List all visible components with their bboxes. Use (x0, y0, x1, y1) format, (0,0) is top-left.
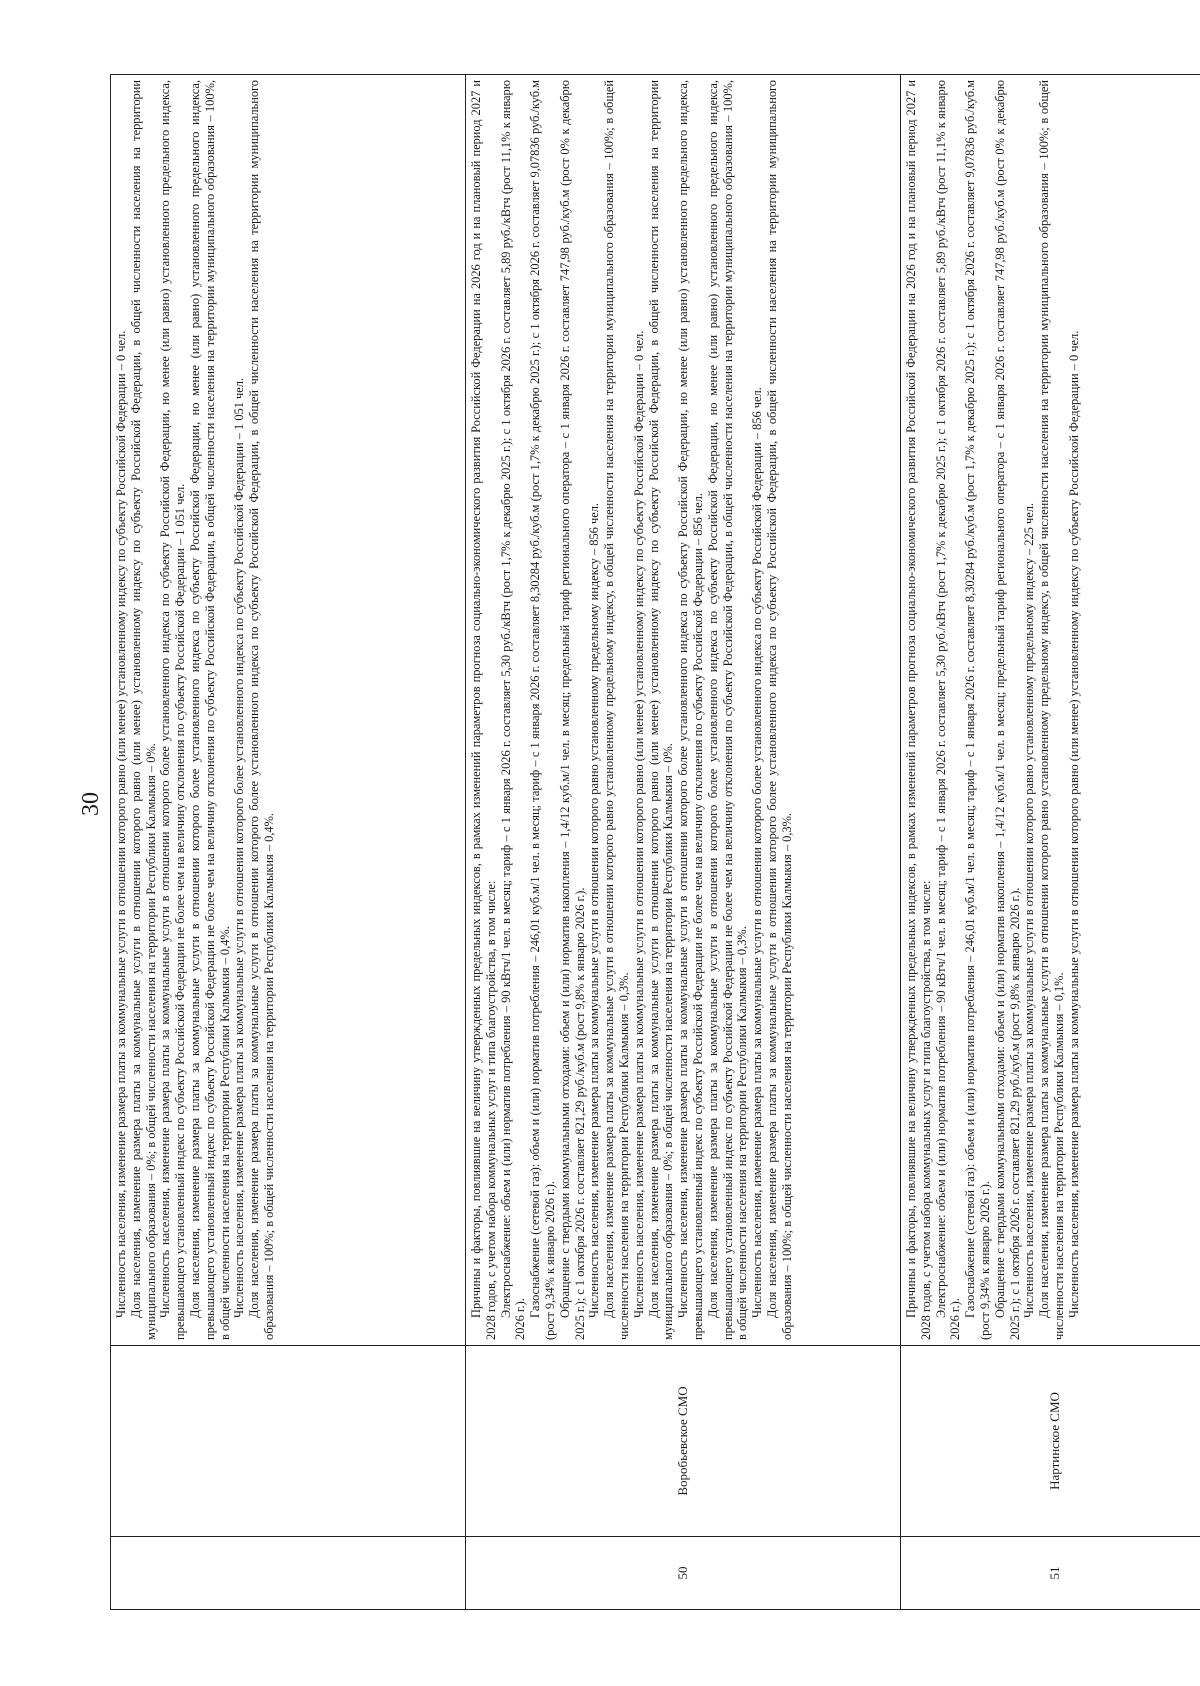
page-number: 30 (78, 792, 104, 816)
paragraph: Доля населения, изменение размера платы за коммунальные услуги в отношении которого равно (или менее) установленному индексу по субъекту Российской Федерации, в общей численности населения на территории муниципального образования – 0%; в общей численности населения на территории Республики Калмыкия – 0%. (128, 80, 158, 1340)
paragraph: Численность населения, изменение размера платы за коммунальные услуги в отношении которого равно установленному предельному индексу – 225 чел. (1022, 503, 1037, 1318)
paragraph: Доля населения, изменение размера платы за коммунальные услуги в отношении которого равно (или менее) установленному индексу по субъекту Российской Федерации, в общей численности населения на территории муниципального образования – 0%; в общей численности населения на территории Республики Калмыкия – 0%. (646, 80, 676, 1340)
paragraph: Численность населения, изменение размера платы за коммунальные услуги в отношении которого более установленного индекса по субъекту Российской Федерации, но менее (или равно) установленного предельного индекса, превышающего установленный индекс по субъекту Российской Федерации не более чем на величину отклонения по субъекту Российской Федерации – 856 чел. (676, 80, 705, 1340)
paragraph: Причины и факторы, повлиявшие на величину утвержденных предельных индексов, в рамках изменений параметров прогноза социально-экономического развития Российской Федерации на 2026 год и на плановый период 2027 и 2028 годов, с учетом набора коммунальных услуг и типа благоустройства, в том числе: (904, 80, 933, 1340)
paragraph: Численность населения, изменение размера платы за коммунальные услуги в отношении которого равно (или менее) установленному индексу по субъекту Российской Федерации – 0 чел. (631, 330, 646, 1318)
row-description (111, 75, 466, 1346)
municipality-name: Воробьевское СМО (466, 1346, 901, 1537)
paragraph: Газоснабжение (сетевой газ): объем и (или) норматив потребления – 246,01 куб.м/1 чел. в месяц; тариф – с 1 января 2026 г. составляет 8,30284 руб./куб.м (рост 1,7% к декабрю 2025 г.); с 1 октября 2026 г. составляет 9,07836 руб./куб.м (рост 9,34% к январю 2026 г.). (963, 80, 992, 1340)
paragraph: Доля населения, изменение размера платы за коммунальные услуги в отношении которого более установленного индекса по субъекту Российской Федерации, в общей численности населения на территории муниципального образования – 100%; в общей численности населения на территории Республики Калмыкия – 0,4%. (247, 80, 276, 1340)
paragraph: Численность населения, изменение размера платы за коммунальные услуги в отношении которого более установленного индекса по субъекту Российской Федерации – 1 051 чел. (232, 377, 247, 1318)
paragraph: Численность населения, изменение размера платы за коммунальные услуги в отношении которого равно установленному предельному индексу – 856 чел. (587, 503, 602, 1318)
row-number (111, 1537, 466, 1610)
paragraph: Доля населения, изменение размера платы за коммунальные услуги в отношении которого более установленного индекса по субъекту Российской Федерации, но менее (или равно) установленного предельного индекса, превышающего установленный индекс по субъекту Российской Федерации не более чем на величину отклонения по субъекту Российской Федерации, в общей численности населения на территории муниципального образования – 100%, в общей численности населения на территории Республики Калмыкия – 0,4%. (187, 80, 232, 1340)
municipality-name (111, 1346, 466, 1537)
paragraph: Газоснабжение (сетевой газ): объем и (или) норматив потребления – 246,01 куб.м/1 чел. в месяц; тариф – с 1 января 2026 г. составляет 8,30284 руб./куб.м (рост 1,7% к декабрю 2025 г.); с 1 октября 2026 г. составляет 9,07836 руб./куб.м (рост 9,34% к январю 2026 г.). (528, 80, 557, 1340)
paragraph: Численность населения, изменение размера платы за коммунальные услуги в отношении которого более установленного индекса по субъекту Российской Федерации, но менее (или равно) установленного предельного индекса, превышающего установленный индекс по субъекту Российской Федерации не более чем на величину отклонения по субъекту Российской Федерации – 1 051 чел. (158, 80, 188, 1340)
paragraph: Доля населения, изменение размера платы за коммунальные услуги в отношении которого равно установленному предельному индексу, в общей численности населения на территории муниципального образования – 100%; в общей численности населения на территории Республики Калмыкия – 0,3%. (602, 80, 631, 1340)
paragraph: Обращение с твердыми коммунальными отходами: объем и (или) норматив накопления – 1,4/12 куб.м/1 чел. в месяц; предельный тариф регионального оператора – с 1 января 2026 г. составляет 747,98 руб./куб.м (рост 0% к декабрю 2025 г.); с 1 октября 2026 г. составляет 821,29 руб./куб.м (рост 9,8% к январю 2026 г.). (992, 80, 1022, 1340)
table-row (466, 75, 901, 1610)
row-number: 50 (466, 1537, 901, 1610)
paragraph: Причины и факторы, повлиявшие на величину утвержденных предельных индексов, в рамках изменений параметров прогноза социально-экономического развития Российской Федерации на 2026 год и на плановый период 2027 и 2028 годов, с учетом набора коммунальных услуг и типа благоустройства, в том числе: (469, 80, 498, 1340)
municipality-name: Нартинское СМО (901, 1346, 1200, 1537)
paragraph: Обращение с твердыми коммунальными отходами: объем и (или) норматив накопления – 1,4/12 куб.м/1 чел. в месяц; предельный тариф регионального оператора – с 1 января 2026 г. составляет 747,98 руб./куб.м (рост 0% к декабрю 2025 г.); с 1 октября 2026 г. составляет 821,29 руб./куб.м (рост 9,8% к январю 2026 г.). (557, 80, 587, 1340)
paragraph: Численность населения, изменение размера платы за коммунальные услуги в отношении которого более установленного индекса по субъекту Российской Федерации – 856 чел. (750, 387, 765, 1318)
rotated-table-wrapper (110, 80, 1200, 1610)
row-number: 51 (901, 1537, 1200, 1610)
paragraph: Доля населения, изменение размера платы за коммунальные услуги в отношении которого более установленного индекса по субъекту Российской Федерации, в общей численности населения на территории муниципального образования – 100%; в общей численности населения на территории Республики Калмыкия – 0,3%. (764, 80, 794, 1340)
paragraph: Электроснабжение: объем и (или) норматив потребления – 90 кВтч/1 чел. в месяц; тариф – с 1 января 2026 г. составляет 5,30 руб./кВтч (рост 1,7% к декабрю 2025 г.); с 1 октября 2026 г. составляет 5,89 руб./кВтч (рост 11,1% к январю 2026 г.). (498, 80, 528, 1340)
paragraph: Численность населения, изменение размера платы за коммунальные услуги в отношении которого равно (или менее) установленному индексу по субъекту Российской Федерации – 0 чел. (114, 330, 128, 1318)
indices-table (110, 74, 1200, 1610)
paragraph: Доля населения, изменение размера платы за коммунальные услуги в отношении которого равно установленному предельному индексу, в общей численности населения на территории муниципального образования – 100%; в общей численности населения на территории Республики Калмыкия – 0,1%. (1037, 80, 1066, 1340)
paragraph: Электроснабжение: объем и (или) норматив потребления – 90 кВтч/1 чел. в месяц; тариф – с 1 января 2026 г. составляет 5,30 руб./кВтч (рост 1,7% к декабрю 2025 г.); с 1 октября 2026 г. составляет 5,89 руб./кВтч (рост 11,1% к январю 2026 г.). (933, 80, 963, 1340)
paragraph: Доля населения, изменение размера платы за коммунальные услуги в отношении которого более установленного индекса по субъекту Российской Федерации, но менее (или равно) установленного предельного индекса, превышающего установленный индекс по субъекту Российской Федерации не более чем на величину отклонения по субъекту Российской Федерации, в общей численности населения на территории муниципального образования – 100%, в общей численности населения на территории Республики Калмыкия – 0,3%. (705, 80, 750, 1340)
table-row (901, 75, 1200, 1610)
row-description (466, 75, 901, 1346)
paragraph: Численность населения, изменение размера платы за коммунальные услуги в отношении которого равно (или менее) установленному индексу по субъекту Российской Федерации – 0 чел. (1066, 330, 1081, 1318)
table-row (111, 75, 466, 1610)
row-description (901, 75, 1200, 1346)
